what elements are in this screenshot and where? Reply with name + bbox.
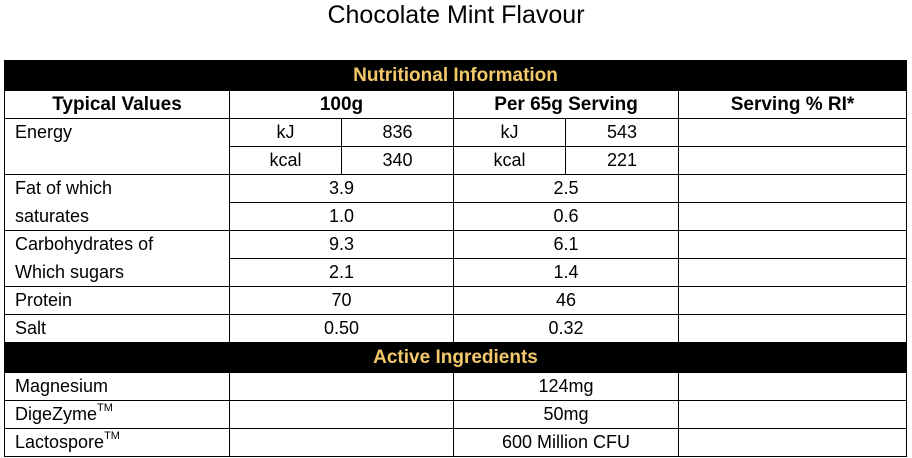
- column-header-serving: Per 65g Serving: [454, 91, 679, 119]
- nutrition-table: [4, 60, 907, 457]
- energy-kj-ri: [679, 119, 907, 147]
- nutrient-value-serving: 6.1: [454, 231, 679, 259]
- active-value-100g: [230, 373, 454, 401]
- nutrient-label: saturates: [5, 203, 230, 231]
- active-value-serving: 124mg: [454, 373, 679, 401]
- nutrient-value-serving: 0.6: [454, 203, 679, 231]
- nutrient-label: Carbohydrates of: [5, 231, 230, 259]
- column-header-100g: 100g: [230, 91, 454, 119]
- active-label: [5, 401, 230, 429]
- active-value-serving: 50mg: [454, 401, 679, 429]
- nutrient-value-100g: 2.1: [230, 259, 454, 287]
- active-name: Magnesium: [15, 376, 109, 396]
- nutrient-value-serving: 2.5: [454, 175, 679, 203]
- nutrient-row: [5, 259, 907, 287]
- nutrient-value-100g: 3.9: [230, 175, 454, 203]
- active-row: [5, 373, 907, 401]
- nutrition-section-header: Nutritional Information: [5, 61, 907, 91]
- nutrient-value-100g: 0.50: [230, 315, 454, 343]
- nutrient-value-serving: 0.32: [454, 315, 679, 343]
- nutrient-row: [5, 203, 907, 231]
- active-value-100g: [230, 429, 454, 457]
- nutrient-label: Fat of which: [5, 175, 230, 203]
- nutrient-row: [5, 287, 907, 315]
- energy-kcal-ri: [679, 147, 907, 175]
- nutrient-value-serving: 46: [454, 287, 679, 315]
- nutrient-ri: [679, 287, 907, 315]
- energy-label: Energy: [5, 119, 230, 147]
- nutrient-value-serving: 1.4: [454, 259, 679, 287]
- active-section-header-row: [5, 343, 907, 373]
- energy-kcal-unit-100g: kcal: [230, 147, 342, 175]
- energy-kj-unit-100g: kJ: [230, 119, 342, 147]
- trademark-mark: TM: [104, 430, 120, 442]
- nutrient-ri: [679, 259, 907, 287]
- column-header-ri: Serving % RI*: [679, 91, 907, 119]
- active-row: [5, 401, 907, 429]
- nutrient-ri: [679, 231, 907, 259]
- energy-kj-value-serving: 543: [566, 119, 679, 147]
- active-ri: [679, 401, 907, 429]
- nutrient-label: Salt: [5, 315, 230, 343]
- nutrition-section-header-row: [5, 61, 907, 91]
- energy-label-cont: [5, 147, 230, 175]
- nutrient-row: [5, 175, 907, 203]
- nutrient-ri: [679, 203, 907, 231]
- energy-kj-row: [5, 119, 907, 147]
- nutrient-row: [5, 231, 907, 259]
- active-section-header: Active Ingredients: [5, 343, 907, 373]
- active-label: [5, 429, 230, 457]
- active-label: [5, 373, 230, 401]
- nutrient-value-100g: 9.3: [230, 231, 454, 259]
- column-header-row: [5, 91, 907, 119]
- active-name: DigeZyme: [15, 404, 98, 424]
- active-value-serving: 600 Million CFU: [454, 429, 679, 457]
- energy-kcal-unit-serving: kcal: [454, 147, 566, 175]
- energy-kj-unit-serving: kJ: [454, 119, 566, 147]
- nutrient-value-100g: 70: [230, 287, 454, 315]
- active-ri: [679, 373, 907, 401]
- nutrient-label: Protein: [5, 287, 230, 315]
- energy-kcal-value-100g: 340: [342, 147, 454, 175]
- nutrient-ri: [679, 315, 907, 343]
- column-header-typical: Typical Values: [5, 91, 230, 119]
- active-name: Lactospore: [15, 432, 105, 452]
- nutrient-label: Which sugars: [5, 259, 230, 287]
- energy-kcal-value-serving: 221: [566, 147, 679, 175]
- active-ri: [679, 429, 907, 457]
- page-title: Chocolate Mint Flavour: [327, 1, 585, 29]
- energy-kj-value-100g: 836: [342, 119, 454, 147]
- trademark-mark: TM: [97, 402, 113, 414]
- active-row: [5, 429, 907, 457]
- nutrient-value-100g: 1.0: [230, 203, 454, 231]
- nutrient-row: [5, 315, 907, 343]
- nutrient-ri: [679, 175, 907, 203]
- active-value-100g: [230, 401, 454, 429]
- energy-kcal-row: [5, 147, 907, 175]
